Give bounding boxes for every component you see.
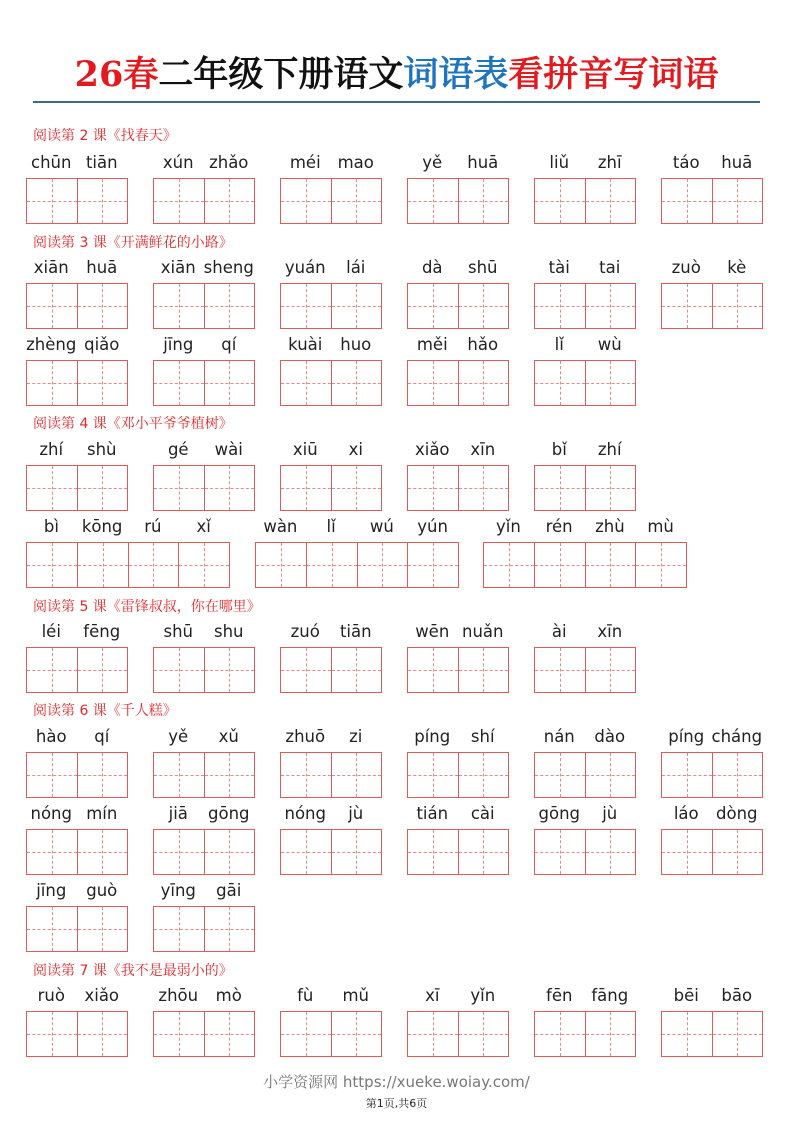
tianzige-cell[interactable] — [407, 543, 458, 587]
tianzige-cell[interactable] — [585, 361, 636, 405]
tianzige-cell[interactable] — [408, 284, 458, 328]
tianzige-cell[interactable] — [662, 753, 712, 797]
tianzige-cell[interactable] — [662, 830, 712, 874]
tianzige-cell[interactable] — [154, 648, 204, 692]
tianzige-cell[interactable] — [154, 907, 204, 951]
pinyin-syllable: mǔ — [342, 986, 370, 1005]
pinyin-syllable: huā — [721, 153, 753, 172]
tianzige-cell[interactable] — [77, 179, 128, 223]
tianzige-cell[interactable] — [27, 361, 77, 405]
pinyin-syllable: xī — [425, 986, 440, 1005]
tianzige-cell[interactable] — [178, 543, 229, 587]
pinyin-syllable: zuó — [290, 622, 320, 641]
pinyin-syllable: píng — [414, 727, 451, 746]
tianzige-cell[interactable] — [204, 830, 255, 874]
writing-grid[interactable] — [26, 1011, 128, 1057]
tianzige-cell[interactable] — [154, 361, 204, 405]
tianzige-cell[interactable] — [77, 830, 128, 874]
writing-grid[interactable] — [153, 1011, 255, 1057]
pinyin-syllable: táo — [672, 153, 700, 172]
footer-site: 小学资源网 https://xueke.woiay.com/ — [263, 1073, 530, 1091]
pinyin-syllable: dà — [421, 258, 443, 277]
pinyin-syllable: jù — [348, 804, 364, 823]
pinyin-syllable: xīn — [470, 440, 496, 459]
pinyin-syllable: léi — [41, 622, 61, 641]
tianzige-cell[interactable] — [77, 361, 128, 405]
pinyin-syllable: hǎo — [467, 335, 499, 354]
tianzige-cell[interactable] — [27, 753, 77, 797]
pinyin-syllable: huā — [86, 258, 118, 277]
page-number: 第1页,共6页 — [365, 1097, 428, 1110]
tianzige-cell[interactable] — [408, 466, 458, 510]
writing-grid[interactable] — [26, 647, 128, 693]
tianzige-cell[interactable] — [458, 648, 509, 692]
writing-grid[interactable] — [407, 178, 509, 224]
pinyin-syllable: zuò — [671, 258, 701, 277]
pinyin-syllable: tián — [416, 804, 449, 823]
tianzige-cell[interactable] — [534, 543, 585, 587]
pinyin-syllable: gōng — [208, 804, 250, 823]
writing-grid[interactable] — [26, 829, 128, 875]
pinyin-syllable: fāng — [591, 986, 629, 1005]
pinyin-syllable: shù — [86, 440, 117, 459]
tianzige-cell[interactable] — [408, 648, 458, 692]
tianzige-cell[interactable] — [357, 543, 408, 587]
pinyin-syllable: zhī — [597, 153, 622, 172]
writing-grid[interactable] — [153, 752, 255, 798]
lesson-heading: 阅读第 4 课《邓小平爷爷植树》 — [33, 416, 233, 432]
tianzige-cell[interactable] — [408, 361, 458, 405]
tianzige-cell[interactable] — [281, 830, 331, 874]
tianzige-cell[interactable] — [535, 830, 585, 874]
writing-grid[interactable] — [280, 465, 382, 511]
tianzige-cell[interactable] — [458, 284, 509, 328]
tianzige-cell[interactable] — [128, 543, 179, 587]
writing-grid[interactable] — [26, 542, 230, 588]
pinyin-syllable: yǐn — [495, 517, 521, 536]
pinyin-syllable: qí — [94, 727, 110, 746]
pinyin-syllable: fù — [297, 986, 314, 1005]
tianzige-cell[interactable] — [535, 284, 585, 328]
pinyin-syllable: xiǎo — [84, 986, 120, 1005]
tianzige-cell[interactable] — [27, 284, 77, 328]
pinyin-syllable: xiān — [160, 258, 196, 277]
pinyin-syllable: tai — [599, 258, 621, 277]
writing-grid[interactable] — [280, 752, 382, 798]
tianzige-cell[interactable] — [535, 179, 585, 223]
tianzige-cell[interactable] — [154, 830, 204, 874]
tianzige-cell[interactable] — [458, 1012, 509, 1056]
tianzige-cell[interactable] — [154, 466, 204, 510]
writing-grid[interactable] — [534, 752, 636, 798]
tianzige-cell[interactable] — [331, 284, 382, 328]
pinyin-syllable: zhèng — [26, 335, 77, 354]
tianzige-cell[interactable] — [635, 543, 686, 587]
pinyin-syllable: sheng — [203, 258, 254, 277]
tianzige-cell[interactable] — [77, 284, 128, 328]
pinyin-syllable: dào — [594, 727, 626, 746]
title-year: 26春 — [74, 54, 159, 95]
tianzige-cell[interactable] — [27, 830, 77, 874]
tianzige-cell[interactable] — [331, 753, 382, 797]
writing-grid[interactable] — [153, 465, 255, 511]
writing-grid[interactable] — [407, 647, 509, 693]
title-divider — [33, 101, 760, 103]
tianzige-cell[interactable] — [281, 1012, 331, 1056]
pinyin-syllable: lǐ — [554, 335, 564, 354]
writing-grid[interactable] — [255, 542, 459, 588]
tianzige-cell[interactable] — [154, 284, 204, 328]
writing-grid[interactable] — [153, 360, 255, 406]
writing-grid[interactable] — [26, 906, 128, 952]
tianzige-cell[interactable] — [331, 830, 382, 874]
pinyin-syllable: kōng — [81, 517, 123, 536]
pinyin-syllable: wài — [214, 440, 243, 459]
writing-grid[interactable] — [483, 542, 687, 588]
pinyin-syllable: xiān — [33, 258, 69, 277]
tianzige-cell[interactable] — [281, 466, 331, 510]
tianzige-cell[interactable] — [77, 648, 128, 692]
tianzige-cell[interactable] — [306, 543, 357, 587]
writing-grid[interactable] — [407, 752, 509, 798]
pinyin-syllable: méi — [289, 153, 321, 172]
pinyin-syllable: dòng — [716, 804, 758, 823]
writing-grid[interactable] — [534, 647, 636, 693]
pinyin-syllable: fēng — [83, 622, 121, 641]
writing-grid[interactable] — [153, 647, 255, 693]
pinyin-syllable: xún — [162, 153, 194, 172]
pinyin-syllable: qí — [221, 335, 237, 354]
writing-grid[interactable] — [661, 829, 763, 875]
tianzige-cell[interactable] — [154, 753, 204, 797]
writing-grid[interactable] — [534, 283, 636, 329]
writing-grid[interactable] — [534, 829, 636, 875]
pinyin-syllable: tiān — [339, 622, 372, 641]
pinyin-syllable: zhù — [595, 517, 625, 536]
writing-grid[interactable] — [280, 283, 382, 329]
pinyin-syllable: měi — [416, 335, 448, 354]
writing-grid[interactable] — [153, 906, 255, 952]
tianzige-cell[interactable] — [408, 753, 458, 797]
pinyin-syllable: xi — [348, 440, 363, 459]
writing-grid[interactable] — [661, 752, 763, 798]
writing-grid[interactable] — [153, 829, 255, 875]
tianzige-cell[interactable] — [585, 179, 636, 223]
tianzige-cell[interactable] — [204, 907, 255, 951]
tianzige-cell[interactable] — [458, 361, 509, 405]
tianzige-cell[interactable] — [408, 830, 458, 874]
tianzige-cell[interactable] — [535, 648, 585, 692]
writing-grid[interactable] — [407, 360, 509, 406]
tianzige-cell[interactable] — [281, 753, 331, 797]
pinyin-syllable: nuǎn — [462, 622, 504, 641]
tianzige-cell[interactable] — [585, 1012, 636, 1056]
pinyin-syllable: jù — [602, 804, 618, 823]
pinyin-syllable: guò — [86, 881, 118, 900]
tianzige-cell[interactable] — [585, 543, 636, 587]
writing-grid[interactable] — [407, 829, 509, 875]
pinyin-syllable: jīng — [163, 335, 194, 354]
writing-grid[interactable] — [534, 360, 636, 406]
tianzige-cell[interactable] — [712, 179, 763, 223]
pinyin-syllable: yuán — [284, 258, 326, 277]
pinyin-syllable: wàn — [263, 517, 298, 536]
writing-grid[interactable] — [407, 465, 509, 511]
writing-grid[interactable] — [26, 283, 128, 329]
tianzige-cell[interactable] — [331, 1012, 382, 1056]
pinyin-syllable: shū — [467, 258, 498, 277]
pinyin-syllable: gōng — [538, 804, 580, 823]
tianzige-cell[interactable] — [77, 1012, 128, 1056]
pinyin-syllable: shū — [163, 622, 193, 641]
pinyin-syllable: nóng — [284, 804, 326, 823]
writing-grid[interactable] — [661, 283, 763, 329]
writing-grid[interactable] — [26, 752, 128, 798]
pinyin-syllable: xiū — [292, 440, 318, 459]
tianzige-cell[interactable] — [204, 466, 255, 510]
pinyin-syllable: mò — [215, 986, 242, 1005]
lesson-heading: 阅读第 3 课《开满鲜花的小路》 — [33, 235, 233, 251]
tianzige-cell[interactable] — [27, 907, 77, 951]
writing-grid[interactable] — [534, 178, 636, 224]
pinyin-syllable: zhuō — [285, 727, 326, 746]
writing-grid[interactable] — [26, 178, 128, 224]
tianzige-cell[interactable] — [484, 543, 534, 587]
pinyin-syllable: mù — [647, 517, 674, 536]
tianzige-cell[interactable] — [204, 753, 255, 797]
pinyin-syllable: láo — [673, 804, 699, 823]
tianzige-cell[interactable] — [458, 830, 509, 874]
pinyin-syllable: mín — [86, 804, 118, 823]
pinyin-syllable: nán — [543, 727, 575, 746]
tianzige-cell[interactable] — [585, 284, 636, 328]
pinyin-syllable: wēn — [415, 622, 450, 641]
page-title — [0, 52, 793, 98]
lesson-heading: 阅读第 5 课《雷锋叔叔，你在哪里》 — [33, 599, 261, 615]
pinyin-syllable: tài — [548, 258, 570, 277]
tianzige-cell[interactable] — [408, 179, 458, 223]
pinyin-syllable: zi — [349, 727, 363, 746]
tianzige-cell[interactable] — [535, 1012, 585, 1056]
pinyin-syllable: jiā — [168, 804, 188, 823]
pinyin-syllable: ruò — [37, 986, 65, 1005]
pinyin-syllable: ài — [551, 622, 567, 641]
pinyin-syllable: yún — [417, 517, 448, 536]
pinyin-syllable: xiǎo — [414, 440, 450, 459]
writing-grid[interactable] — [153, 178, 255, 224]
pinyin-syllable: huo — [340, 335, 372, 354]
tianzige-cell[interactable] — [27, 648, 77, 692]
pinyin-syllable: gé — [167, 440, 189, 459]
tianzige-cell[interactable] — [281, 648, 331, 692]
writing-grid[interactable] — [26, 360, 128, 406]
writing-grid[interactable] — [534, 465, 636, 511]
pinyin-syllable: yě — [168, 727, 189, 746]
tianzige-cell[interactable] — [77, 543, 128, 587]
pinyin-syllable: xīn — [597, 622, 623, 641]
pinyin-syllable: nóng — [30, 804, 72, 823]
writing-grid[interactable] — [26, 465, 128, 511]
tianzige-cell[interactable] — [256, 543, 306, 587]
pinyin-syllable: zhí — [39, 440, 64, 459]
pinyin-syllable: zhí — [597, 440, 622, 459]
writing-grid[interactable] — [407, 283, 509, 329]
tianzige-cell[interactable] — [331, 648, 382, 692]
tianzige-cell[interactable] — [204, 284, 255, 328]
tianzige-cell[interactable] — [585, 648, 636, 692]
pinyin-syllable: kuài — [288, 335, 323, 354]
writing-grid[interactable] — [280, 647, 382, 693]
pinyin-syllable: píng — [668, 727, 705, 746]
tianzige-cell[interactable] — [331, 466, 382, 510]
pinyin-syllable: cài — [470, 804, 495, 823]
pinyin-syllable: fēn — [546, 986, 573, 1005]
writing-grid[interactable] — [661, 1011, 763, 1057]
tianzige-cell[interactable] — [585, 466, 636, 510]
tianzige-cell[interactable] — [204, 179, 255, 223]
tianzige-cell[interactable] — [27, 543, 77, 587]
tianzige-cell[interactable] — [204, 1012, 255, 1056]
writing-grid[interactable] — [153, 283, 255, 329]
tianzige-cell[interactable] — [458, 179, 509, 223]
pinyin-syllable: lái — [346, 258, 366, 277]
pinyin-syllable: chūn — [31, 153, 72, 172]
pinyin-syllable: bāo — [721, 986, 753, 1005]
tianzige-cell[interactable] — [535, 361, 585, 405]
pinyin-syllable: mao — [337, 153, 374, 172]
title-glossary: 词语表 — [403, 54, 509, 95]
pinyin-syllable: zhōu — [158, 986, 199, 1005]
tianzige-cell[interactable] — [281, 284, 331, 328]
tianzige-cell[interactable] — [535, 753, 585, 797]
pinyin-syllable: liǔ — [549, 153, 570, 172]
tianzige-cell[interactable] — [331, 361, 382, 405]
pinyin-syllable: shí — [470, 727, 495, 746]
writing-grid[interactable] — [280, 829, 382, 875]
pinyin-syllable: qiǎo — [84, 335, 120, 354]
pinyin-syllable: wù — [597, 335, 622, 354]
pinyin-syllable: wú — [369, 517, 394, 536]
pinyin-syllable: gāi — [216, 881, 242, 900]
tianzige-cell[interactable] — [662, 179, 712, 223]
pinyin-syllable: cháng — [711, 727, 763, 746]
pinyin-syllable: kè — [727, 258, 747, 277]
pinyin-syllable: hào — [35, 727, 67, 746]
writing-grid[interactable] — [280, 1011, 382, 1057]
pinyin-syllable: jīng — [36, 881, 67, 900]
tianzige-cell[interactable] — [204, 648, 255, 692]
tianzige-cell[interactable] — [77, 753, 128, 797]
tianzige-cell[interactable] — [281, 179, 331, 223]
pinyin-syllable: shu — [213, 622, 244, 641]
tianzige-cell[interactable] — [77, 466, 128, 510]
tianzige-cell[interactable] — [712, 284, 763, 328]
pinyin-syllable: yǐn — [470, 986, 496, 1005]
lesson-heading: 阅读第 2 课《找春天》 — [33, 128, 177, 144]
tianzige-cell[interactable] — [27, 179, 77, 223]
tianzige-cell[interactable] — [585, 830, 636, 874]
pinyin-syllable: lǐ — [326, 517, 336, 536]
writing-grid[interactable] — [280, 178, 382, 224]
tianzige-cell[interactable] — [154, 1012, 204, 1056]
pinyin-syllable: yīng — [160, 881, 196, 900]
pinyin-syllable: huā — [467, 153, 499, 172]
writing-grid[interactable] — [280, 360, 382, 406]
pinyin-syllable: rú — [144, 517, 162, 536]
lesson-heading: 阅读第 7 课《我不是最弱小的》 — [33, 963, 233, 979]
pinyin-syllable: bì — [43, 517, 59, 536]
title-task: 看拼音写词语 — [508, 54, 719, 95]
tianzige-cell[interactable] — [204, 361, 255, 405]
tianzige-cell[interactable] — [585, 753, 636, 797]
pinyin-syllable: tiān — [85, 153, 118, 172]
tianzige-cell[interactable] — [77, 907, 128, 951]
tianzige-cell[interactable] — [281, 361, 331, 405]
tianzige-cell[interactable] — [712, 1012, 763, 1056]
pinyin-syllable: xǔ — [218, 727, 239, 746]
tianzige-cell[interactable] — [331, 179, 382, 223]
pinyin-syllable: bǐ — [551, 440, 567, 459]
tianzige-cell[interactable] — [662, 1012, 712, 1056]
tianzige-cell[interactable] — [27, 1012, 77, 1056]
writing-grid[interactable] — [661, 178, 763, 224]
title-grade: 二年级下册语文 — [158, 54, 404, 95]
tianzige-cell[interactable] — [408, 1012, 458, 1056]
writing-grid[interactable] — [534, 1011, 636, 1057]
pinyin-syllable: rén — [545, 517, 573, 536]
tianzige-cell[interactable] — [154, 179, 204, 223]
tianzige-cell[interactable] — [662, 284, 712, 328]
tianzige-cell[interactable] — [458, 466, 509, 510]
tianzige-cell[interactable] — [712, 753, 763, 797]
pinyin-syllable: zhǎo — [209, 153, 249, 172]
pinyin-syllable: xǐ — [196, 517, 211, 536]
tianzige-cell[interactable] — [458, 753, 509, 797]
tianzige-cell[interactable] — [27, 466, 77, 510]
lesson-heading: 阅读第 6 课《千人糕》 — [33, 703, 177, 719]
tianzige-cell[interactable] — [712, 830, 763, 874]
pinyin-syllable: bēi — [673, 986, 699, 1005]
tianzige-cell[interactable] — [535, 466, 585, 510]
pinyin-syllable: yě — [422, 153, 443, 172]
writing-grid[interactable] — [407, 1011, 509, 1057]
